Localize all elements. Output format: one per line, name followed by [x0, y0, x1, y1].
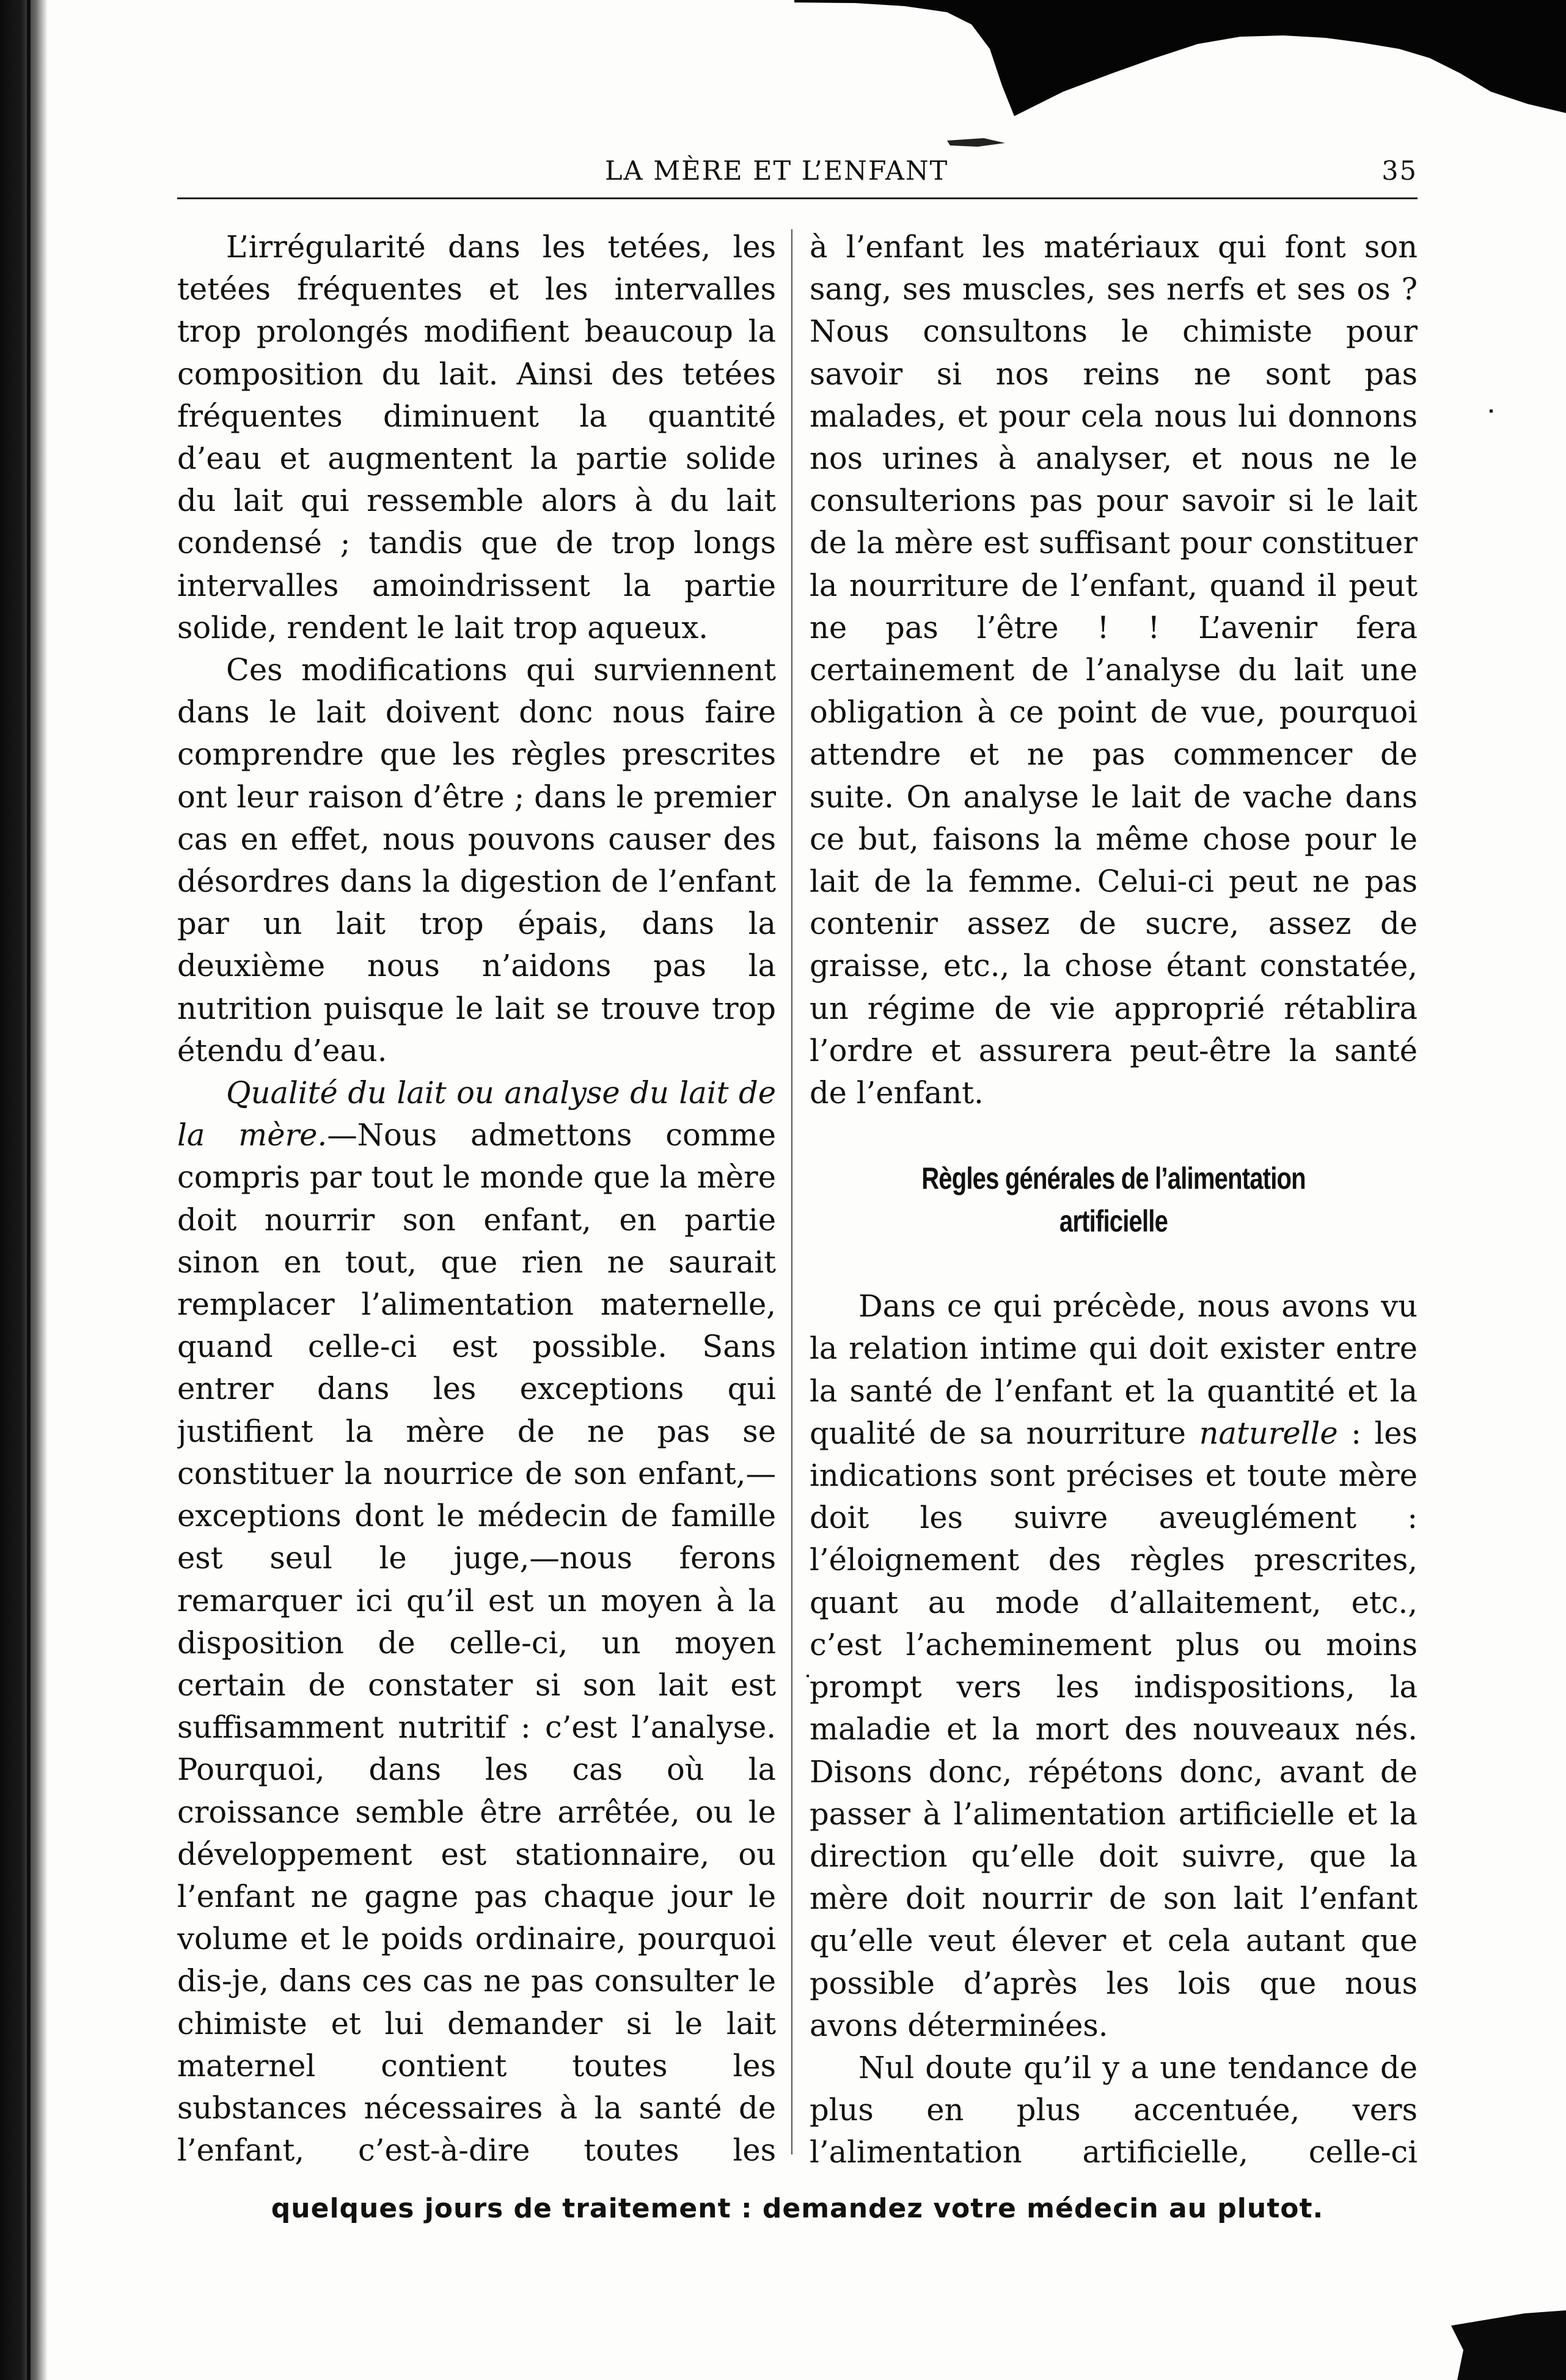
ink-speck: [1490, 410, 1493, 413]
paragraph: [810, 1285, 1418, 2047]
paragraph-text: : les indications sont précises et toute mère doit les suivre aveuglément : l’éloignement des règles prescrites, quant au mode d’allaitement, etc., c’est l’acheminement plus ou moins prompt vers les indispositions, la maladie et la mort des nouveaux nés. Disons donc, répétons donc, avant de passer à l’alimentation artificielle et la direction qu’elle doit suivre, que la mère doit nourrir de son lait l’enfant qu’elle veut élever et cela autant que possible d’après les lois que nous avons déterminées.: [810, 1415, 1418, 2043]
running-head: [177, 156, 1418, 186]
run-in-heading: Qualité du lait ou analyse du lait de la mère.: [177, 1075, 776, 1153]
page-number: 35: [1381, 156, 1418, 186]
section-heading: Règles générales de l’alimentation artificielle: [921, 1161, 1306, 1239]
paragraph-text: Dans ce qui précède, nous avons vu la relation intime qui doit exister entre la santé de l’enfant et la quantité et la qualité de sa nourriture: [810, 1288, 1418, 1451]
paragraph: à l’enfant les matériaux qui font son sang, ses muscles, ses nerfs et ses os ? Nous consultons le chimiste pour savoir si nos reins ne sont pas malades, et pour cela nous lui donnons nos urines à analyser, et nous ne le consulterions pas pour savoir si le lait de la mère est suffisant pour constituer la nourriture de l’enfant, quand il peut ne pas l’être ! ! L’avenir fera certainement de l’analyse du lait une obligation à ce point de vue, pourquoi attendre et ne pas commencer de suite. On analyse le lait de vache dans ce but, faisons la même chose pour le lait de la femme. Celui-ci peut ne pas contenir assez de sucre, assez de graisse, etc., la chose étant constatée, un régime de vie approprié rétablira l’ordre et assurera peut-être la santé de l’enfant.: [810, 229, 1418, 1111]
footer-advertisement: quelques jours de traitement : demandez votre médecin au plutot.: [271, 2193, 1324, 2224]
paragraph: L’irrégularité dans les tetées, les tetées fréquentes et les intervalles trop prolongés modifient beaucoup la composition du lait. Ainsi des tetées fréquentes diminuent la quantité d’eau et augmentent la partie solide du lait qui ressemble alors à du lait condensé ; tandis que de trop longs intervalles amoindrissent la partie solide, rendent le lait trop aqueux.: [177, 229, 776, 645]
column-divider: [791, 229, 792, 2154]
header-rule: [177, 197, 1418, 199]
torn-page-corner-bottom: [1451, 2277, 1566, 2380]
paragraph: [177, 1072, 776, 2170]
running-title: LA MÈRE ET L’ENFANT: [605, 156, 949, 186]
ink-speck: [807, 1675, 809, 1677]
scan-edge-shadow: [0, 0, 48, 2380]
paragraph-text: Nul doute qu’il y a une tendance de plus en plus accentuée, vers l’alimentation artificielle, celle-ci: [810, 2049, 1418, 2170]
torn-page-corner: [794, 0, 1566, 159]
paragraph-text: —Nous admettons comme compris par tout le monde que la mère doit nourrir son enfant, en partie sinon en tout, que rien ne saurait remplacer l’alimentation maternelle, quand celle-ci est possible. Sans entrer dans les exceptions qui justifient la mère de ne pas se constituer la nourrice de son enfant,—exceptions dont le médecin de famille est seul le juge,—nous ferons remarquer ici qu’il est un moyen à la disposition de celle-ci, un moyen certain de constater si son lait est suffisamment nutritif : c’est l’analyse. Pourquoi, dans les cas où la croissance semble être arrêtée, ou le développement est stationnaire, ou l’enfant ne gagne pas chaque jour le volume et le poids ordinaire, pourquoi dis-je, dans ces cas ne pas consulter le chimiste et lui demander si le lait maternel contient toutes les substances nécessaires à la santé de l’enfant, c’est-à-dire toutes les: [177, 1117, 776, 2169]
paragraph: [810, 2047, 1418, 2170]
left-column: [177, 226, 776, 2170]
emphasis: naturelle: [1199, 1415, 1338, 1451]
right-column: [810, 226, 1418, 2170]
paragraph: Ces modifications qui surviennent dans le lait doivent donc nous faire comprendre que les règles prescrites ont leur raison d’être ; dans le premier cas en effet, nous pouvons causer des désordres dans la digestion de l’enfant par un lait trop épais, dans la deuxième nous n’aidons pas la nutrition puisque le lait se trouve trop étendu d’eau.: [177, 652, 776, 1068]
